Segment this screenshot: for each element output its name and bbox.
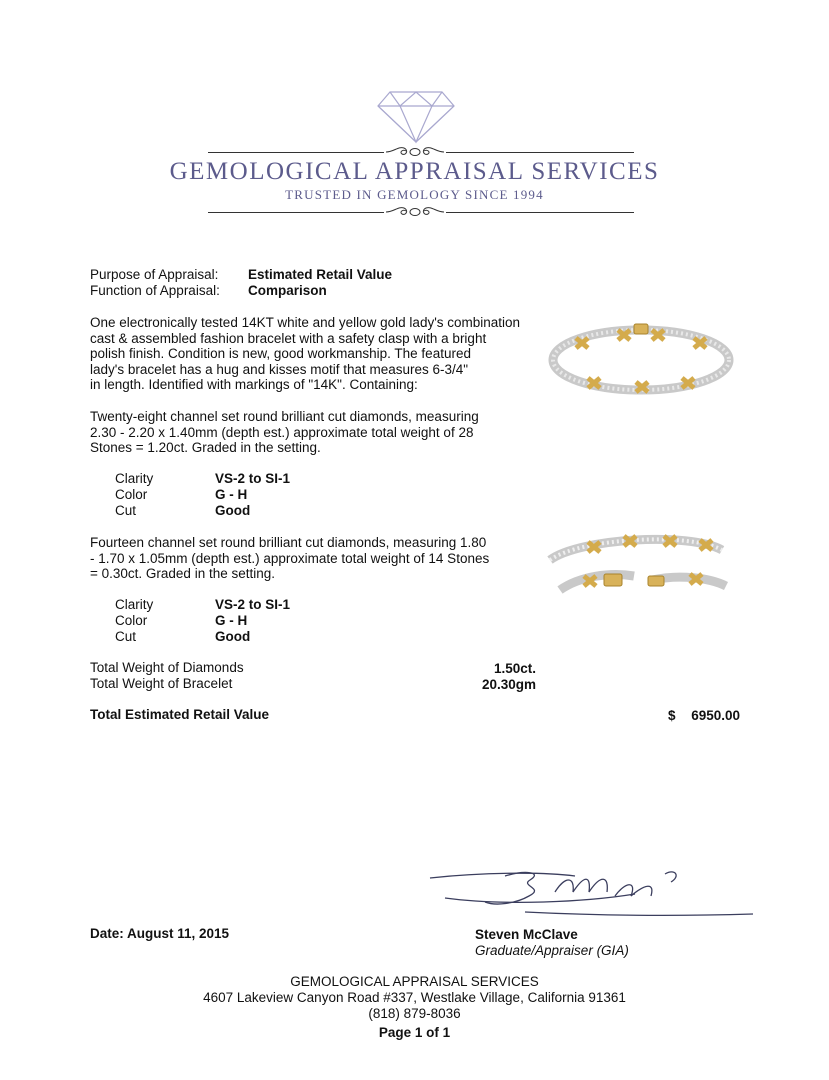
header-rule-left-top	[208, 152, 384, 153]
currency-symbol: $	[668, 708, 676, 723]
description-line: in length. Identified with markings of "14K". Containing:	[90, 377, 418, 392]
footer-address: 4607 Lakeview Canyon Road #337, Westlake Village, California 91361	[203, 990, 626, 1005]
stones-line: = 0.30ct. Graded in the setting.	[90, 566, 275, 581]
ornament-flourish-bottom-icon	[384, 203, 446, 221]
total-diamonds-label: Total Weight of Diamonds	[90, 660, 244, 675]
purpose-label: Purpose of Appraisal:	[90, 267, 219, 282]
grade-value: G - H	[215, 613, 248, 628]
stones-line: Fourteen channel set round brilliant cut diamonds, measuring 1.80	[90, 535, 487, 550]
stones-line: Twenty-eight channel set round brilliant cut diamonds, measuring	[90, 409, 479, 424]
item-description	[90, 315, 540, 393]
description-line: One electronically tested 14KT white and yellow gold lady's combination	[90, 315, 521, 330]
description-line: cast & assembled fashion bracelet with a safety clasp with a bright	[90, 330, 487, 346]
retail-value-amount: 6950.00	[691, 708, 740, 723]
header-rule-right-bottom	[446, 212, 634, 213]
grade-label: Clarity	[115, 471, 154, 486]
retail-value-label: Total Estimated Retail Value	[90, 707, 270, 722]
grade-label: Color	[115, 613, 148, 628]
footer-phone: (818) 879-8036	[368, 1006, 461, 1021]
total-bracelet-label: Total Weight of Bracelet	[90, 676, 233, 691]
bracelet-closed-photo	[548, 320, 734, 400]
diamond-logo-icon	[376, 88, 456, 144]
stones-line: 2.30 - 2.20 x 1.40mm (depth est.) approximate total weight of 28	[90, 424, 474, 440]
appraiser-name: Steven McClave	[475, 927, 578, 942]
company-tagline: TRUSTED IN GEMOLOGY SINCE 1994	[285, 187, 544, 202]
purpose-value: Estimated Retail Value	[248, 267, 393, 282]
description-line: lady's bracelet has a hug and kisses motif that measures 6-3/4"	[90, 361, 469, 377]
grade-value: Good	[215, 629, 251, 644]
stones-2-description	[90, 535, 550, 582]
header-rule-right-top	[446, 152, 634, 153]
grade-label: Clarity	[115, 597, 154, 612]
grade-value: Good	[215, 503, 251, 518]
total-bracelet-value: 20.30gm	[481, 677, 536, 692]
stones-line: - 1.70 x 1.05mm (depth est.) approximate total weight of 14 Stones	[90, 550, 490, 566]
function-label: Function of Appraisal:	[90, 283, 220, 298]
grade-value: VS-2 to SI-1	[215, 471, 291, 486]
description-line: polish finish. Condition is new, good workmanship. The featured	[90, 346, 471, 361]
header-rule-left-bottom	[208, 212, 384, 213]
bracelet-open-photo	[540, 530, 730, 606]
appraisal-date: Date: August 11, 2015	[90, 926, 230, 941]
grade-value: G - H	[215, 487, 248, 502]
grade-label: Cut	[115, 503, 137, 518]
appraiser-title: Graduate/Appraiser (GIA)	[475, 943, 629, 958]
stones-1-description	[90, 409, 550, 456]
grade-label: Cut	[115, 629, 137, 644]
footer-company: GEMOLOGICAL APPRAISAL SERVICES	[290, 974, 539, 989]
total-diamonds-value: 1.50ct.	[493, 661, 536, 676]
company-brand: GEMOLOGICAL APPRAISAL SERVICES	[169, 158, 660, 185]
grade-label: Color	[115, 487, 148, 502]
signature-scribble	[425, 862, 755, 922]
grade-value: VS-2 to SI-1	[215, 597, 291, 612]
stones-line: Stones = 1.20ct. Graded in the setting.	[90, 440, 321, 455]
page-number: Page 1 of 1	[378, 1025, 451, 1040]
function-value: Comparison	[248, 283, 327, 298]
